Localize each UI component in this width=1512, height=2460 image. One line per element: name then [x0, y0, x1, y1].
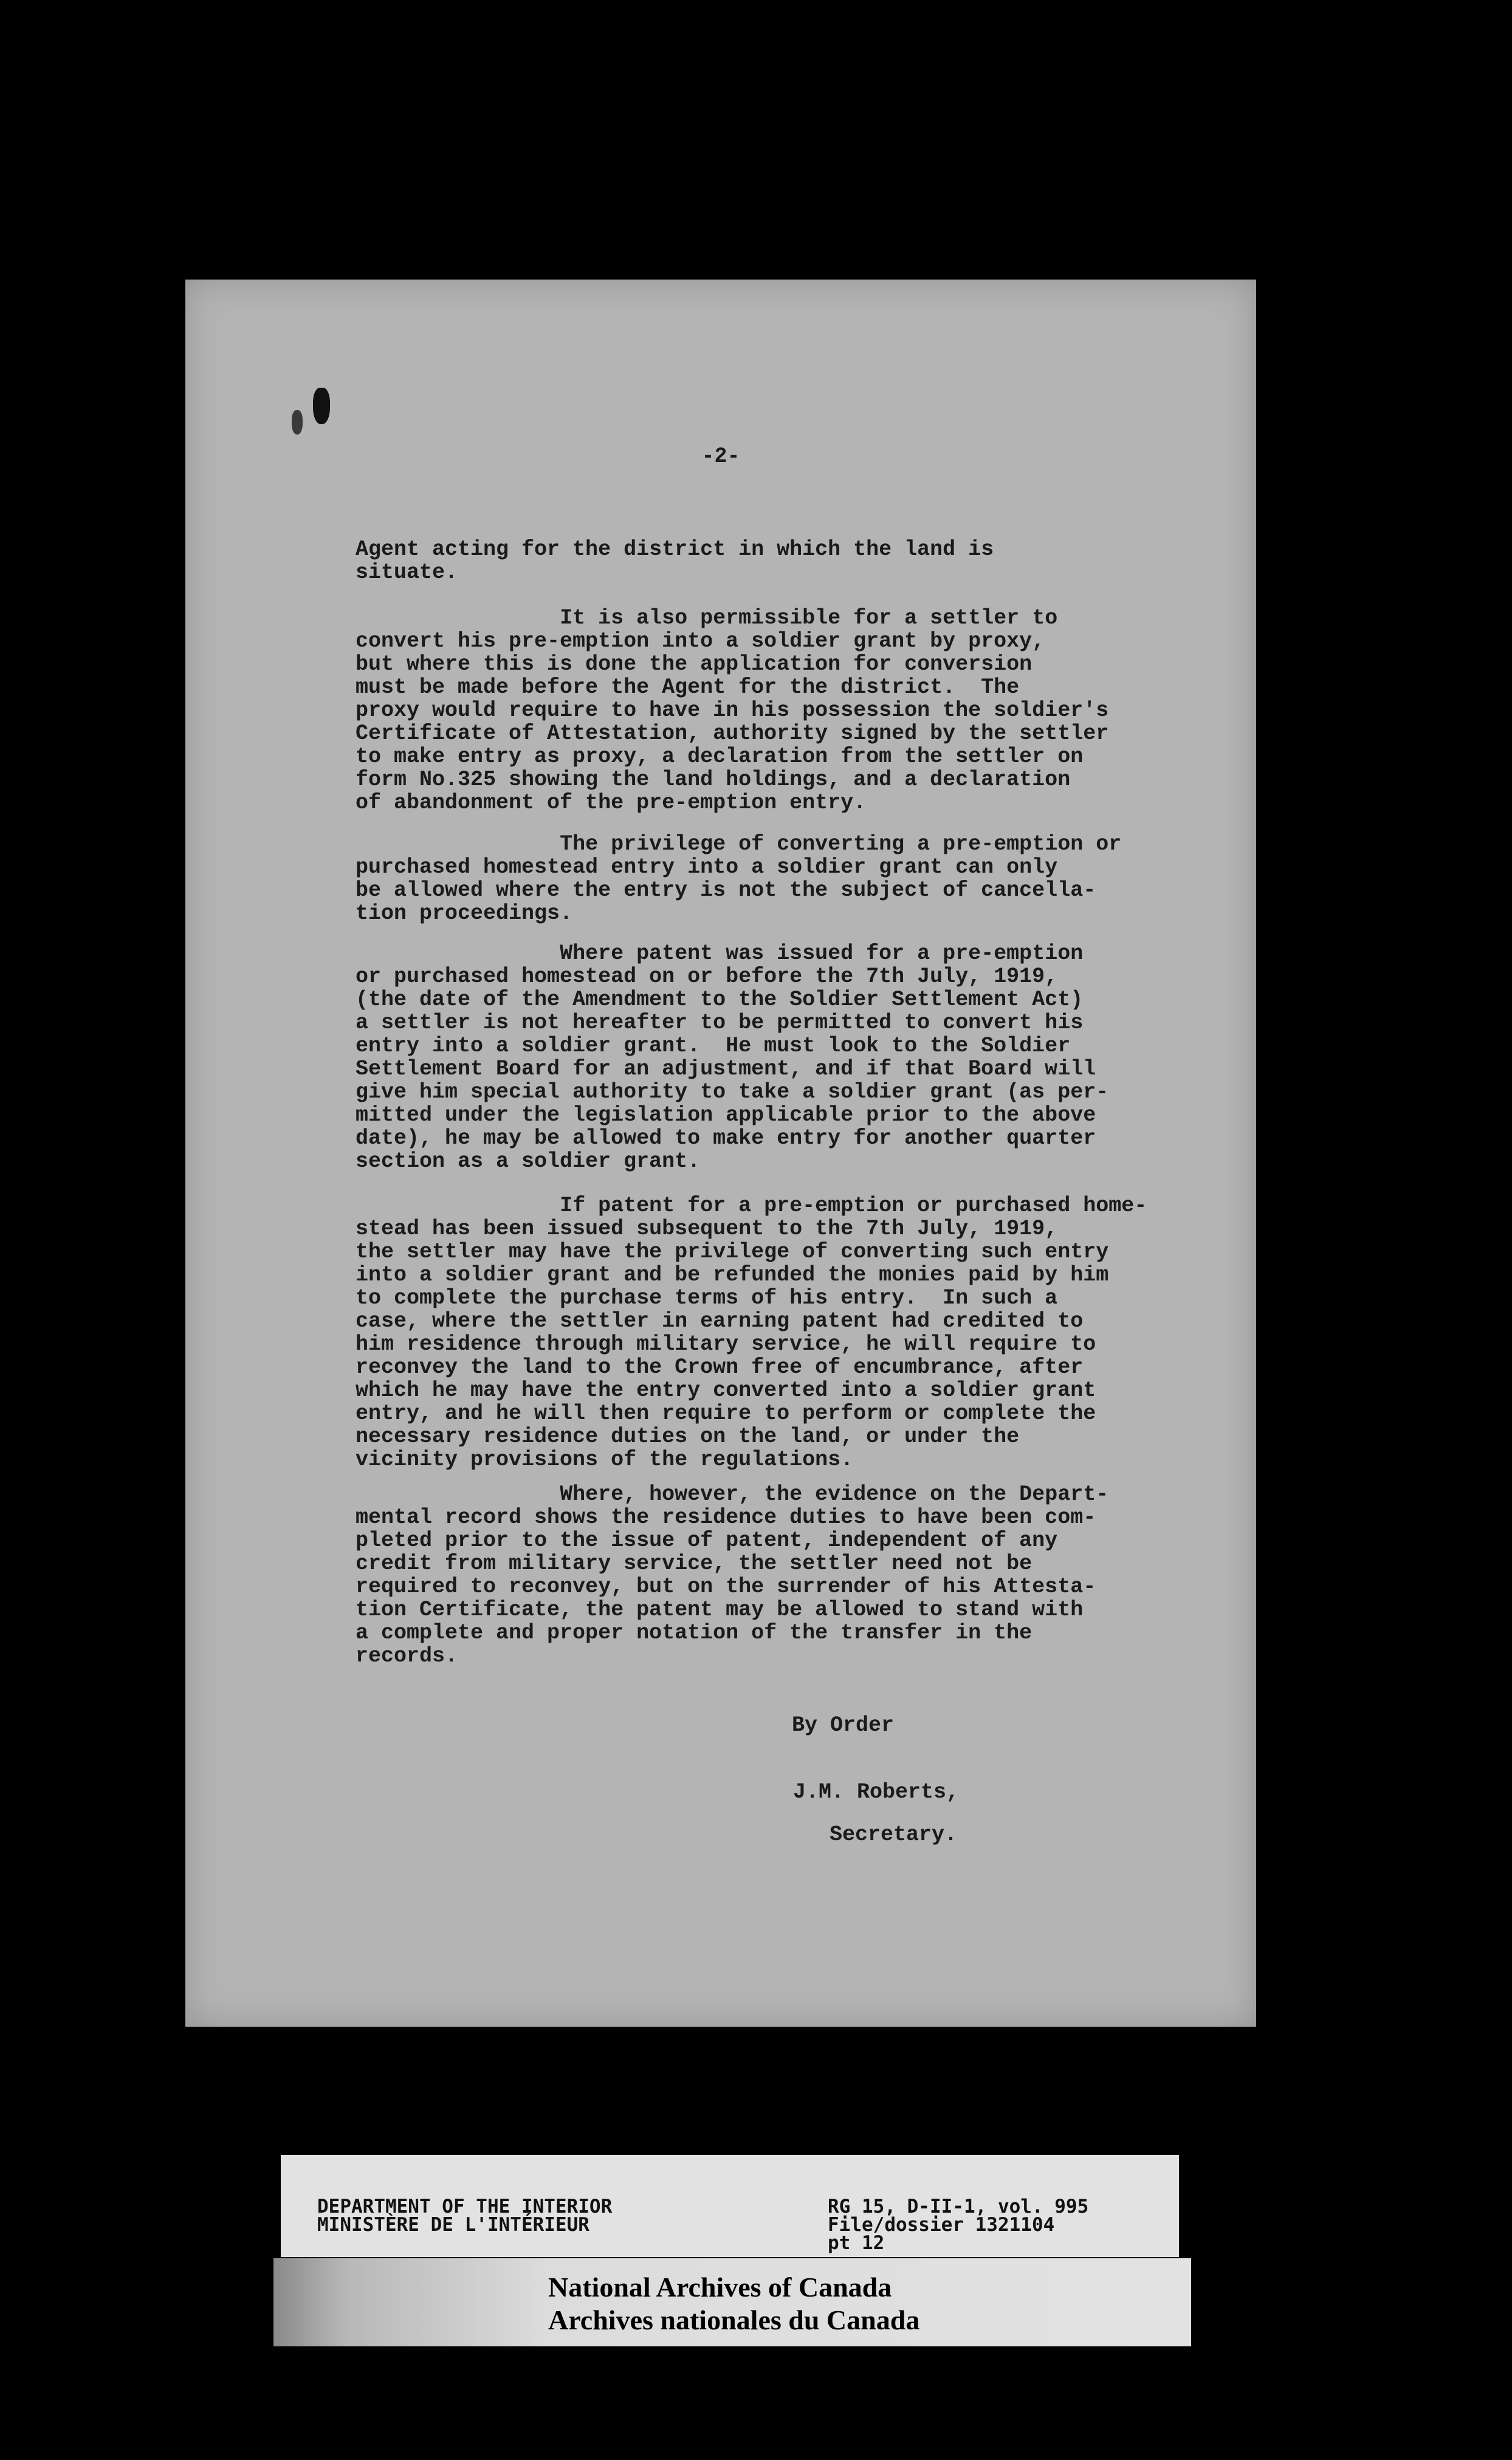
archives-banner: [273, 2258, 1191, 2346]
archives-name-french: Archives nationales du Canada: [548, 2304, 920, 2335]
paragraph: If patent for a pre-emption or purchased home- stead has been issued subsequent to the 7th July, 1919, the settler may have the privilege of converting such entry into a soldier grant and be refunded the monies paid by him to complete the purchase terms of his entry. In such a case, where the settler in earning patent had credited to him residence through military service, he will require to reconvey the land to the Crown free of encumbrance, after which he may have the entry converted into a soldier grant entry, and he will then require to perform or complete the necessary residence duties on the land, or under the vicinity provisions of the regulations.: [356, 1194, 1147, 1472]
paragraph: The privilege of converting a pre-emption or purchased homestead entry into a soldier grant can only be allowed where the entry is not the subject of cancella- tion proceedings.: [356, 832, 1122, 926]
paragraph: Where patent was issued for a pre-emption or purchased homestead on or before the 7th July, 1919, (the date of the Amendment to the Soldier Settlement Act) a settler is not hereafter to be permitted to convert his entry into a soldier grant. He must look to the Soldier Settlement Board for an adjustment, and if that Board will give him special authority to take a soldier grant (as per- mitted under the legislation applicable prior to the above date), he may be allowed to make entry for another quarter section as a soldier grant.: [356, 941, 1109, 1173]
paragraph: Where, however, the evidence on the Depart- mental record shows the residence duties to have been com- pleted prior to the issue of patent, independent of any credit from military service, the settler need not be required to reconvey, but on the surrender of his Attesta- tion Certificate, the patent may be allowed to stand with a complete and proper notation of the transfer in the records.: [356, 1482, 1109, 1668]
department-french: MINISTÈRE DE L'INTÉRIEUR: [317, 2214, 589, 2236]
record-group-reference: RG 15, D-II-1, vol. 995: [828, 2196, 1089, 2218]
document-body: [185, 280, 1256, 2027]
archives-name-english: National Archives of Canada: [548, 2272, 892, 2303]
department-english: DEPARTMENT OF THE INTERIOR: [317, 2196, 613, 2218]
signatory-title: Secretary.: [830, 1823, 958, 1847]
document-page: [185, 280, 1256, 2027]
part-number: pt 12: [828, 2232, 885, 2254]
by-order-line: By Order: [792, 1713, 895, 1737]
archive-reference-label: [281, 2155, 1179, 2257]
paragraph: It is also permissible for a settler to convert his pre-emption into a soldier grant by proxy, but where this is done the application for conversion must be made before the Agent for the district. The proxy would require to have in his possession the soldier's Certificate of Attestation, authority signed by the settler to make entry as proxy, a declaration from the settler on form No.325 showing the land holdings, and a declaration of abandonment of the pre-emption entry.: [356, 606, 1109, 815]
file-number: File/dossier 1321104: [828, 2214, 1055, 2236]
page-number: -2-: [701, 444, 740, 469]
paragraph: Agent acting for the district in which the land is situate.: [356, 537, 994, 585]
signatory-name: J.M. Roberts,: [793, 1780, 960, 1804]
